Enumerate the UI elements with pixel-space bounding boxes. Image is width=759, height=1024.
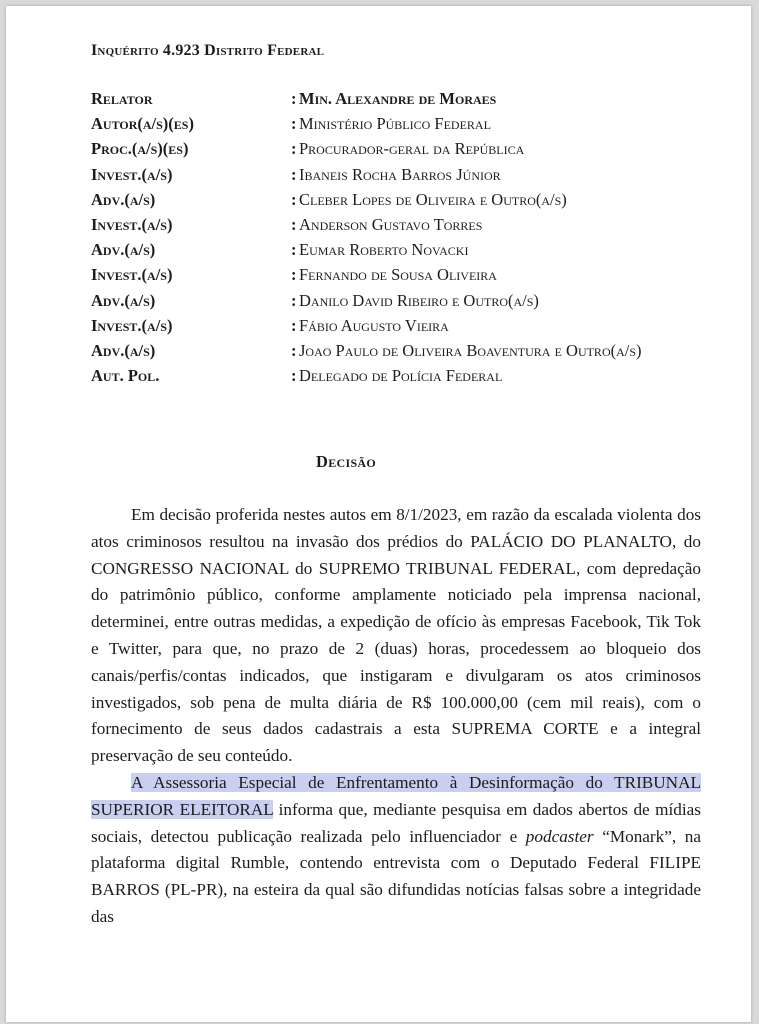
party-value: Procurador-geral da República [299, 139, 525, 159]
party-colon: : [291, 240, 297, 260]
party-value: Cleber Lopes de Oliveira e Outro(a/s) [299, 189, 567, 209]
document-body [91, 502, 701, 931]
party-value: Fábio Augusto Vieira [299, 315, 449, 335]
section-title: Decisão [315, 452, 377, 471]
party-row [91, 86, 701, 111]
italic-term: podcaster [525, 826, 594, 846]
party-colon: : [291, 189, 297, 209]
party-label: Invest.(a/s) [91, 265, 173, 285]
paragraph-2-part-1: informa que, mediante pesquisa em dados abertos de mídias sociais, detectou publicação realizada pelo influenciador e [91, 799, 701, 846]
party-row [91, 363, 701, 388]
party-value: Delegado de Polícia Federal [299, 366, 503, 386]
party-colon: : [291, 139, 297, 159]
party-label: Adv.(a/s) [91, 240, 156, 260]
party-row [91, 212, 701, 237]
party-value: Danilo David Ribeiro e Outro(a/s) [299, 290, 539, 310]
party-label: Adv.(a/s) [91, 341, 156, 361]
party-row [91, 136, 701, 161]
party-row [91, 262, 701, 287]
party-label: Invest.(a/s) [91, 164, 173, 184]
party-value: Anderson Gustavo Torres [299, 215, 483, 235]
party-label: Aut. Pol. [91, 366, 160, 386]
party-value: Min. Alexandre de Moraes [299, 89, 497, 108]
party-label: Adv.(a/s) [91, 290, 156, 310]
party-label: Invest.(a/s) [91, 215, 173, 235]
party-row [91, 237, 701, 262]
document-heading: Inquérito 4.923 Distrito Federal [91, 42, 325, 59]
party-label: Proc.(a/s)(es) [91, 139, 189, 159]
party-colon: : [291, 315, 297, 335]
party-row [91, 338, 701, 363]
party-label: Invest.(a/s) [91, 315, 173, 335]
party-value: Ministério Público Federal [299, 114, 491, 134]
party-label: Relator [91, 89, 153, 108]
paragraph-1: Em decisão proferida nestes autos em 8/1/2023, em razão da escalada violenta dos atos criminosos resultou na invasão dos prédios do PALÁCIO DO PLANALTO, do CONGRESSO NACIONAL do SUPREMO TRIBUNAL FEDERAL, com depredação do patrimônio público, conforme amplamente noticiado pela imprensa nacional, determinei, entre outras medidas, a expedição de ofício às empresas Facebook, Tik Tok e Twitter, para que, no prazo de 2 (duas) horas, procedessem ao bloqueio dos canais/perfis/contas indicados, que instigaram e divulgaram os atos criminosos investigados, sob pena de multa diária de R$ 100.000,00 (cem mil reais), com o fornecimento de seus dados cadastrais a esta SUPREMA CORTE e a integral preservação de seu conteúdo. [91, 505, 701, 766]
party-label: Autor(a/s)(es) [91, 114, 194, 134]
party-value: Ibaneis Rocha Barros Júnior [299, 164, 501, 184]
party-value: Eumar Roberto Novacki [299, 240, 469, 260]
party-label: Adv.(a/s) [91, 189, 156, 209]
party-colon: : [291, 265, 297, 285]
party-row [91, 288, 701, 313]
party-value: Joao Paulo de Oliveira Boaventura e Outro(a/s) [299, 341, 642, 361]
party-colon: : [291, 366, 297, 386]
party-row [91, 313, 701, 338]
highlighted-text[interactable]: A Assessoria Especial de Enfrentamento à Desinformação do TRIBUNAL SUPERIOR ELEITORAL [91, 772, 701, 819]
document-page [6, 6, 751, 1022]
party-colon: : [291, 164, 297, 184]
party-row [91, 162, 701, 187]
party-colon: : [291, 89, 297, 108]
party-row [91, 111, 701, 136]
party-colon: : [291, 215, 297, 235]
party-row [91, 187, 701, 212]
party-colon: : [291, 341, 297, 361]
paragraph-2 [91, 770, 701, 931]
party-colon: : [291, 290, 297, 310]
party-value: Fernando de Sousa Oliveira [299, 265, 497, 285]
party-colon: : [291, 114, 297, 134]
paragraph-2-part-2: “Monark”, na plataforma digital Rumble, contendo entrevista com o Deputado Federal FILIPE BARROS (PL-PR), na esteira da qual são difundidas notícias falsas sobre a integridade das [91, 826, 701, 926]
parties-list [91, 86, 701, 388]
